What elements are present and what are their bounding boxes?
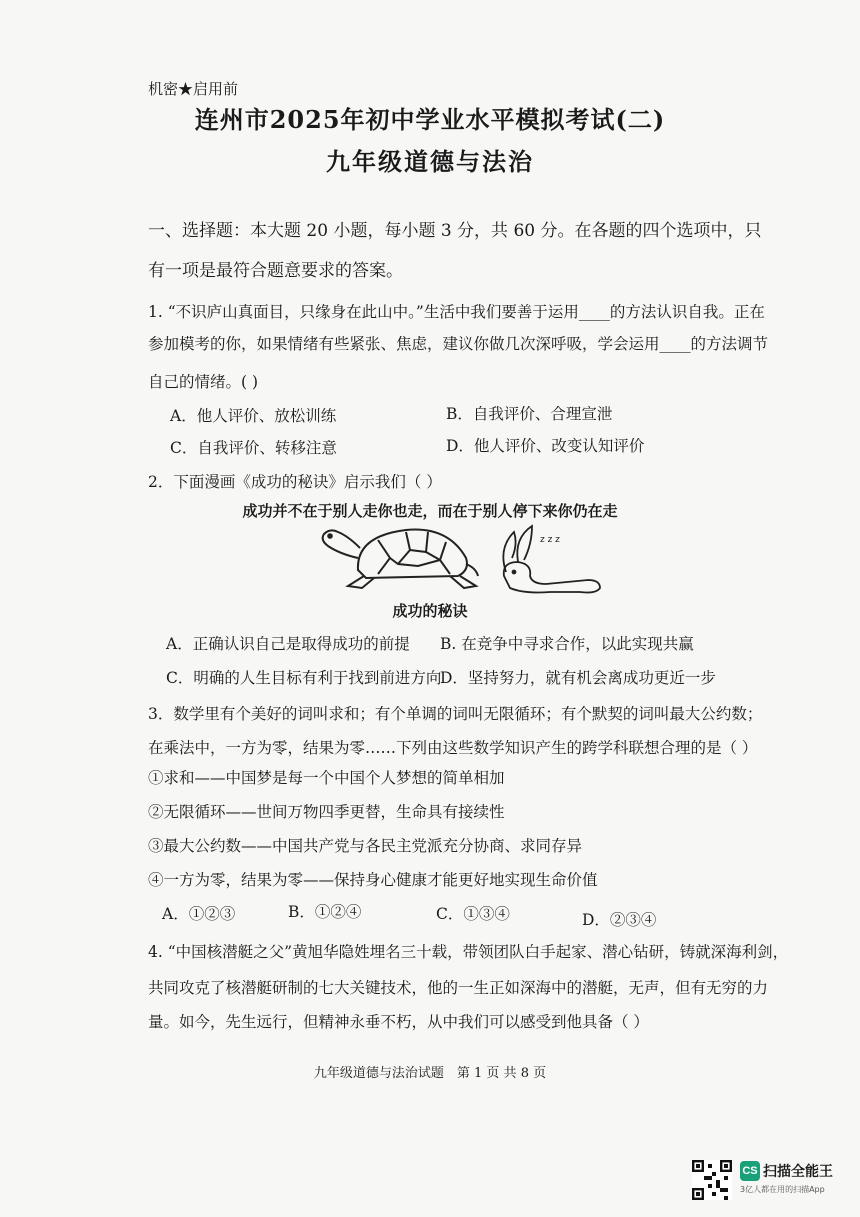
q3-option-c: C．①③④ [436, 905, 510, 923]
scanner-watermark [740, 1160, 833, 1195]
q3-statement-3: ③最大公约数——中国共产党与各民主党派充分协商、求同存异 [148, 837, 583, 855]
section-instructions-line2: 有一项是最符合题意要求的答案。 [148, 261, 403, 281]
q3-option-b: B．①②④ [288, 903, 362, 921]
q1-stem-line1: 1. “不识庐山真面目，只缘身在此山中。”生活中我们要善于运用____的方法认识自我。正在 [148, 303, 765, 321]
confidential-mark: 机密★启用前 [148, 80, 239, 98]
exam-title: 连州市2025年初中学业水平模拟考试(二) [194, 105, 666, 134]
q2-stem: 2．下面漫画《成功的秘诀》启示我们（ ） [148, 473, 442, 491]
q1-option-d: D．他人评价、改变认知评价 [446, 437, 645, 455]
q2-option-a: A．正确认识自己是取得成功的前提 [166, 635, 410, 653]
q2-option-d: D．坚持努力，就有机会离成功更近一步 [440, 669, 716, 687]
comic-illustration [318, 518, 608, 600]
watermark-tagline: 3亿人都在用的扫描App [740, 1184, 825, 1194]
page-footer: 九年级道德与法治试题 第 1 页 共 8 页 [313, 1066, 547, 1081]
q3-option-d: D．②③④ [582, 911, 657, 929]
comic-caption-bottom: 成功的秘诀 [392, 602, 468, 620]
q4-stem-line2: 共同攻克了核潜艇研制的七大关键技术，他的一生正如深海中的潜艇，无声，但有无穷的力 [148, 979, 769, 997]
q3-statement-2: ②无限循环——世间万物四季更替，生命具有接续性 [148, 803, 505, 821]
q3-stem-line1: 3．数学里有个美好的词叫求和；有个单调的词叫无限循环；有个默契的词叫最大公约数； [148, 705, 763, 723]
tortoise-drawing [323, 530, 478, 588]
exam-subject: 九年级道德与法治 [326, 147, 534, 176]
q4-stem-line1: 4. “中国核潜艇之父”黄旭华隐姓埋名三十载，带领团队白手起家、潜心钻研，铸就深海利剑， [148, 943, 789, 961]
qr-code-icon [692, 1160, 732, 1200]
sleep-zzz: z z z [540, 535, 560, 545]
q3-stem-line2: 在乘法中，一方为零，结果为零……下列由这些数学知识产生的跨学科联想合理的是（ ） [148, 739, 758, 757]
camscanner-logo-icon: CS [740, 1161, 760, 1181]
q2-option-b: B. 在竞争中寻求合作，以此实现共赢 [440, 635, 694, 653]
q4-stem-line3: 量。如今，先生远行，但精神永垂不朽，从中我们可以感受到他具备（ ） [148, 1013, 649, 1031]
q1-option-a: A．他人评价、放松训练 [170, 407, 337, 425]
q3-statement-4: ④一方为零，结果为零——保持身心健康才能更好地实现生命价值 [148, 871, 598, 889]
watermark-brand-name: 扫描全能王 [763, 1163, 833, 1180]
q3-option-a: A．①②③ [162, 905, 236, 923]
q1-stem-line2: 参加模考的你，如果情绪有些紧张、焦虑，建议你做几次深呼吸，学会运用____的方法调节 [148, 335, 769, 353]
q1-option-c: C．自我评价、转移注意 [170, 439, 337, 457]
comic-caption-top: 成功并不在于别人走你也走，而在于别人停下来你仍在走 [242, 502, 618, 520]
q2-option-c: C．明确的人生目标有利于找到前进方向 [166, 669, 442, 687]
q3-statement-1: ①求和——中国梦是每一个中国个人梦想的简单相加 [148, 769, 505, 787]
q1-stem-line3: 自己的情绪。( ) [148, 373, 259, 391]
section-instructions-line1: 一、选择题：本大题 20 小题，每小题 3 分，共 60 分。在各题的四个选项中，只 [148, 221, 762, 241]
q1-option-b: B．自我评价、合理宣泄 [446, 405, 613, 423]
